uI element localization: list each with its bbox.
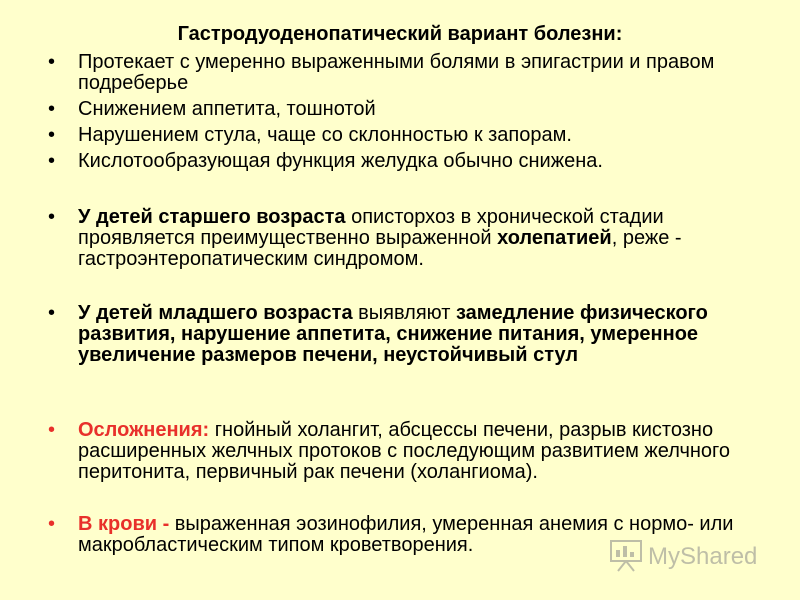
bullet-stool: • Нарушением стула, чаще со склонностью к запорам. bbox=[78, 125, 778, 146]
complications-label: Осложнения: bbox=[78, 419, 210, 441]
younger-children-findings: замедление физического развития, нарушение аппетита, снижение питания, умеренное увеличение размеров печени, неустойчивый стул bbox=[78, 302, 708, 366]
bullet-younger-children bbox=[78, 303, 778, 366]
bullet-pain: • Протекает с умеренно выраженными болями в эпигастрии и правом подреберье bbox=[78, 52, 778, 94]
blood-label: В крови - bbox=[78, 513, 170, 535]
older-children-text: описторхоз в хронической стадии проявляется преимущественно выраженной bbox=[78, 206, 664, 249]
bullet-older-children bbox=[78, 207, 778, 270]
svg-text:MyShared: MyShared bbox=[648, 543, 758, 570]
presentation-board-icon bbox=[611, 541, 641, 571]
older-children-label: У детей старшего возраста bbox=[78, 206, 346, 228]
complications-text: гнойный холангит, абсцессы печени, разрыв кистозно расширенных желчных протоков с последующим развитием желчного перитонита, первичный рак печени (холангиома). bbox=[78, 419, 731, 483]
younger-children-text: выявляют bbox=[352, 302, 456, 324]
blood-text: выраженная эозинофилия, умеренная анемия с нормо- или макробластическим типом кроветворения. bbox=[78, 513, 734, 556]
bullet-complications bbox=[78, 420, 778, 483]
bullet-acid-function: • Кислотообразующая функция желудка обычно снижена. bbox=[78, 151, 778, 172]
older-children-text-end: , реже - гастроэнтеропатическим синдромом. bbox=[78, 227, 682, 270]
myshared-watermark-logo bbox=[608, 537, 778, 573]
younger-children-label: У детей младшего возраста bbox=[78, 302, 353, 324]
bullet-appetite: • Снижением аппетита, тошнотой bbox=[78, 99, 778, 120]
cholepathy-term: холепатией bbox=[497, 227, 612, 249]
slide-title: Гастродуоденопатический вариант болезни: bbox=[177, 23, 623, 45]
